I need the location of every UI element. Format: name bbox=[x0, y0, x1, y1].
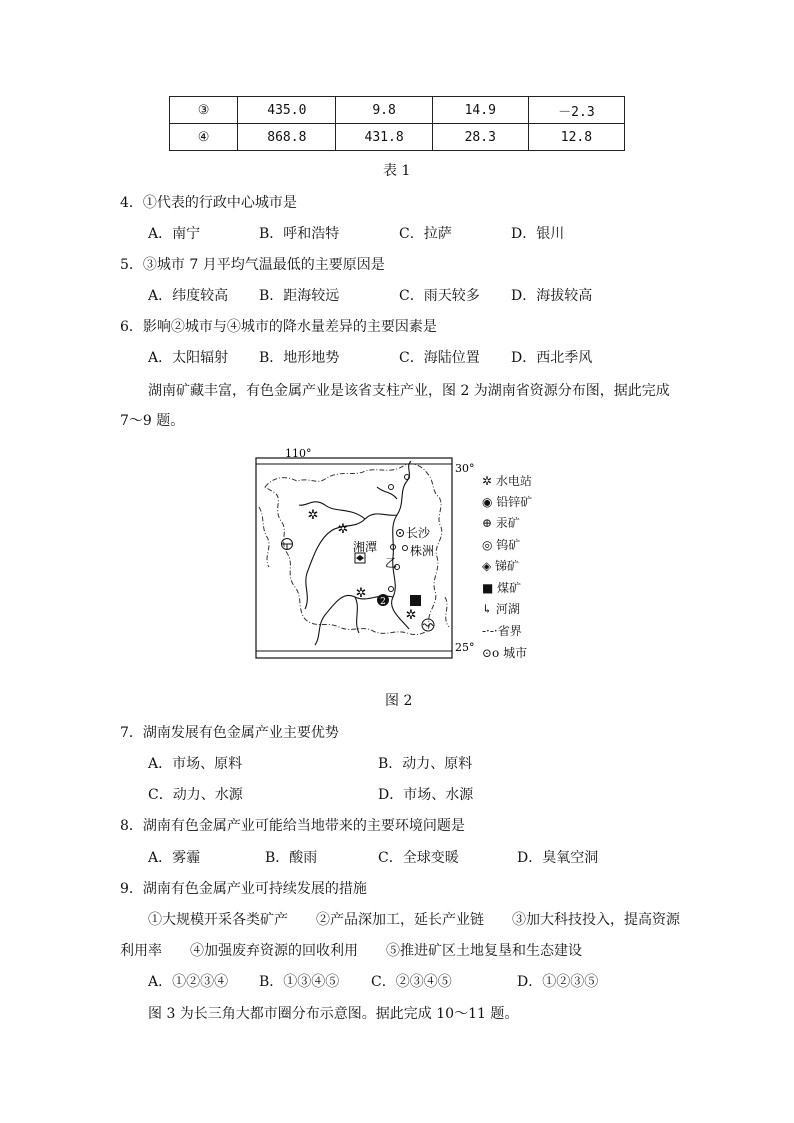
climate-table bbox=[169, 96, 625, 151]
latitude-bottom-label: 25° bbox=[455, 641, 475, 654]
legend-province-border bbox=[482, 622, 522, 639]
table-cell: 431.8 bbox=[336, 124, 432, 151]
q6-option-a: A．太阳辐射 bbox=[148, 350, 229, 366]
q7-option-a: A．市场、原料 bbox=[148, 756, 243, 772]
q4-option-b: B．呼和浩特 bbox=[259, 226, 340, 242]
city-changsha-label: 长沙 bbox=[406, 526, 431, 540]
q5-option-b: B．距海较远 bbox=[259, 288, 340, 304]
legend-label: 城市 bbox=[503, 646, 528, 660]
q6-option-b: B．地形地势 bbox=[259, 350, 340, 366]
legend-label: 汞矿 bbox=[495, 516, 520, 530]
question-6-stem: 6．影响②城市与④城市的降水量差异的主要因素是 bbox=[120, 319, 437, 335]
city-icon: ⊙o bbox=[482, 646, 504, 660]
legend-lead-zinc bbox=[482, 493, 532, 510]
table-cell: －2.3 bbox=[528, 97, 624, 124]
legend-label: 河湖 bbox=[495, 602, 520, 616]
hydropower-station-icon: ✲ bbox=[355, 586, 367, 601]
legend-hydropower bbox=[482, 472, 532, 489]
q5-option-d: D．海拔较高 bbox=[511, 288, 593, 304]
city-marker bbox=[389, 485, 394, 490]
neighbor-border-west bbox=[259, 507, 269, 567]
province-border-icon: -·-· bbox=[482, 624, 498, 638]
figure-2-caption: 图 2 bbox=[385, 693, 413, 709]
question-7-stem: 7．湖南发展有色金属产业主要优势 bbox=[120, 725, 339, 741]
q5-option-c: C．雨天较多 bbox=[399, 288, 480, 304]
legend-antimony bbox=[482, 557, 519, 574]
coal-mine-icon bbox=[410, 595, 421, 606]
q8-option-c: C．全球变暖 bbox=[378, 850, 459, 866]
legend-label: 钨矿 bbox=[496, 538, 521, 552]
q4-option-a: A．南宁 bbox=[148, 226, 201, 242]
city-zhuzhou-marker bbox=[403, 546, 408, 551]
river-lake-icon: ↳ bbox=[482, 602, 496, 616]
q6-option-d: D．西北季风 bbox=[511, 350, 593, 366]
question-5-stem: 5．③城市 7 月平均气温最低的主要原因是 bbox=[120, 257, 385, 273]
legend-tungsten bbox=[482, 536, 520, 553]
table-cell: 12.8 bbox=[528, 124, 624, 151]
antimony-mine-icon: ◈ bbox=[482, 559, 496, 573]
q8-option-b: B．酸雨 bbox=[265, 850, 318, 866]
table-cell: ③ bbox=[170, 97, 238, 124]
question-8-stem: 8．湖南有色金属产业可能给当地带来的主要环境问题是 bbox=[120, 818, 465, 834]
legend-city bbox=[482, 644, 527, 661]
lead-zinc-mine-icon: ◉ bbox=[482, 495, 497, 509]
legend-label: 铅锌矿 bbox=[496, 495, 533, 509]
latitude-top-label: 30° bbox=[455, 462, 475, 475]
mercury-mine-icon: ⊕ bbox=[482, 516, 496, 530]
hydropower-station-icon: ✲ bbox=[307, 508, 319, 523]
intro-paragraph-line1: 湖南矿藏丰富，有色金属产业是该省支柱产业，图 2 为湖南省资源分布图，据此完成 bbox=[148, 383, 670, 399]
table-cell: ④ bbox=[170, 124, 238, 151]
city-zhuzhou-label: 株洲 bbox=[410, 544, 435, 558]
legend-river-lake bbox=[482, 600, 520, 617]
q9-option-d: D．①②③⑤ bbox=[517, 974, 599, 990]
table-row bbox=[170, 124, 625, 151]
legend-label: 水电站 bbox=[495, 474, 532, 488]
city-marker bbox=[389, 587, 394, 592]
table-cell: 14.9 bbox=[432, 97, 528, 124]
antimony-mine-icon bbox=[356, 555, 364, 561]
tungsten-mine-icon-wave bbox=[423, 624, 433, 627]
legend-label: 锑矿 bbox=[495, 559, 520, 573]
legend-label: 省界 bbox=[497, 624, 522, 638]
legend-mercury bbox=[482, 514, 520, 531]
q6-option-c: C．海陆位置 bbox=[399, 350, 480, 366]
table-cell: 9.8 bbox=[336, 97, 432, 124]
table-cell: 435.0 bbox=[238, 97, 336, 124]
q9-statements-line2: 利用率 ④加强废弃资源的回收利用 ⑤推进矿区土地复垦和生态建设 bbox=[120, 943, 582, 959]
lead-zinc-mine-icon-glyph: 2 bbox=[380, 597, 386, 607]
legend-label: 煤矿 bbox=[497, 581, 522, 595]
q7-option-b: B．动力、原料 bbox=[378, 756, 473, 772]
q4-option-c: C．拉萨 bbox=[399, 226, 452, 242]
hydropower-station-icon: ✲ bbox=[337, 522, 349, 537]
q9-option-a: A．①②③④ bbox=[148, 974, 229, 990]
q9-option-c: C．②③④⑤ bbox=[371, 974, 452, 990]
question-4-stem: 4．①代表的行政中心城市是 bbox=[120, 195, 297, 211]
q7-option-d: D．市场、水源 bbox=[378, 787, 474, 803]
table-cell: 868.8 bbox=[238, 124, 336, 151]
lake-outlet bbox=[377, 487, 397, 499]
longitude-label: 110° bbox=[285, 447, 312, 460]
city-xiangtan-label: 湘潭 bbox=[353, 540, 378, 554]
q9-statements-line1: ①大规模开采各类矿产 ②产品深加工，延长产业链 ③加大科技投入，提高资源 bbox=[148, 912, 680, 928]
tungsten-mine-icon: ◎ bbox=[482, 538, 497, 552]
table-row bbox=[170, 97, 625, 124]
intro-paragraph-2: 图 3 为长三角大都市圈分布示意图。据此完成 10～11 题。 bbox=[148, 1006, 519, 1022]
region-yi-label: 乙 bbox=[385, 556, 398, 570]
legend-coal bbox=[482, 579, 521, 596]
q8-option-a: A．雾霾 bbox=[148, 850, 201, 866]
hydropower-station-icon: ✲ bbox=[405, 608, 417, 623]
city-changsha-dot bbox=[399, 532, 401, 534]
intro-paragraph-line2: 7～9 题。 bbox=[120, 413, 185, 429]
question-9-stem: 9．湖南有色金属产业可持续发展的措施 bbox=[120, 881, 367, 897]
tributary bbox=[355, 597, 359, 633]
table-caption: 表 1 bbox=[383, 163, 411, 179]
hydropower-station-icon: ✲ bbox=[482, 474, 496, 488]
table-cell: 28.3 bbox=[432, 124, 528, 151]
q7-option-c: C．动力、水源 bbox=[148, 787, 243, 803]
q4-option-d: D．银川 bbox=[511, 226, 565, 242]
q5-option-a: A．纬度较高 bbox=[148, 288, 229, 304]
neighbor-border-east bbox=[445, 597, 449, 627]
coal-mine-icon: ■ bbox=[482, 581, 498, 595]
q9-option-b: B．①③④⑤ bbox=[259, 974, 340, 990]
q8-option-d: D．臭氧空洞 bbox=[517, 850, 599, 866]
